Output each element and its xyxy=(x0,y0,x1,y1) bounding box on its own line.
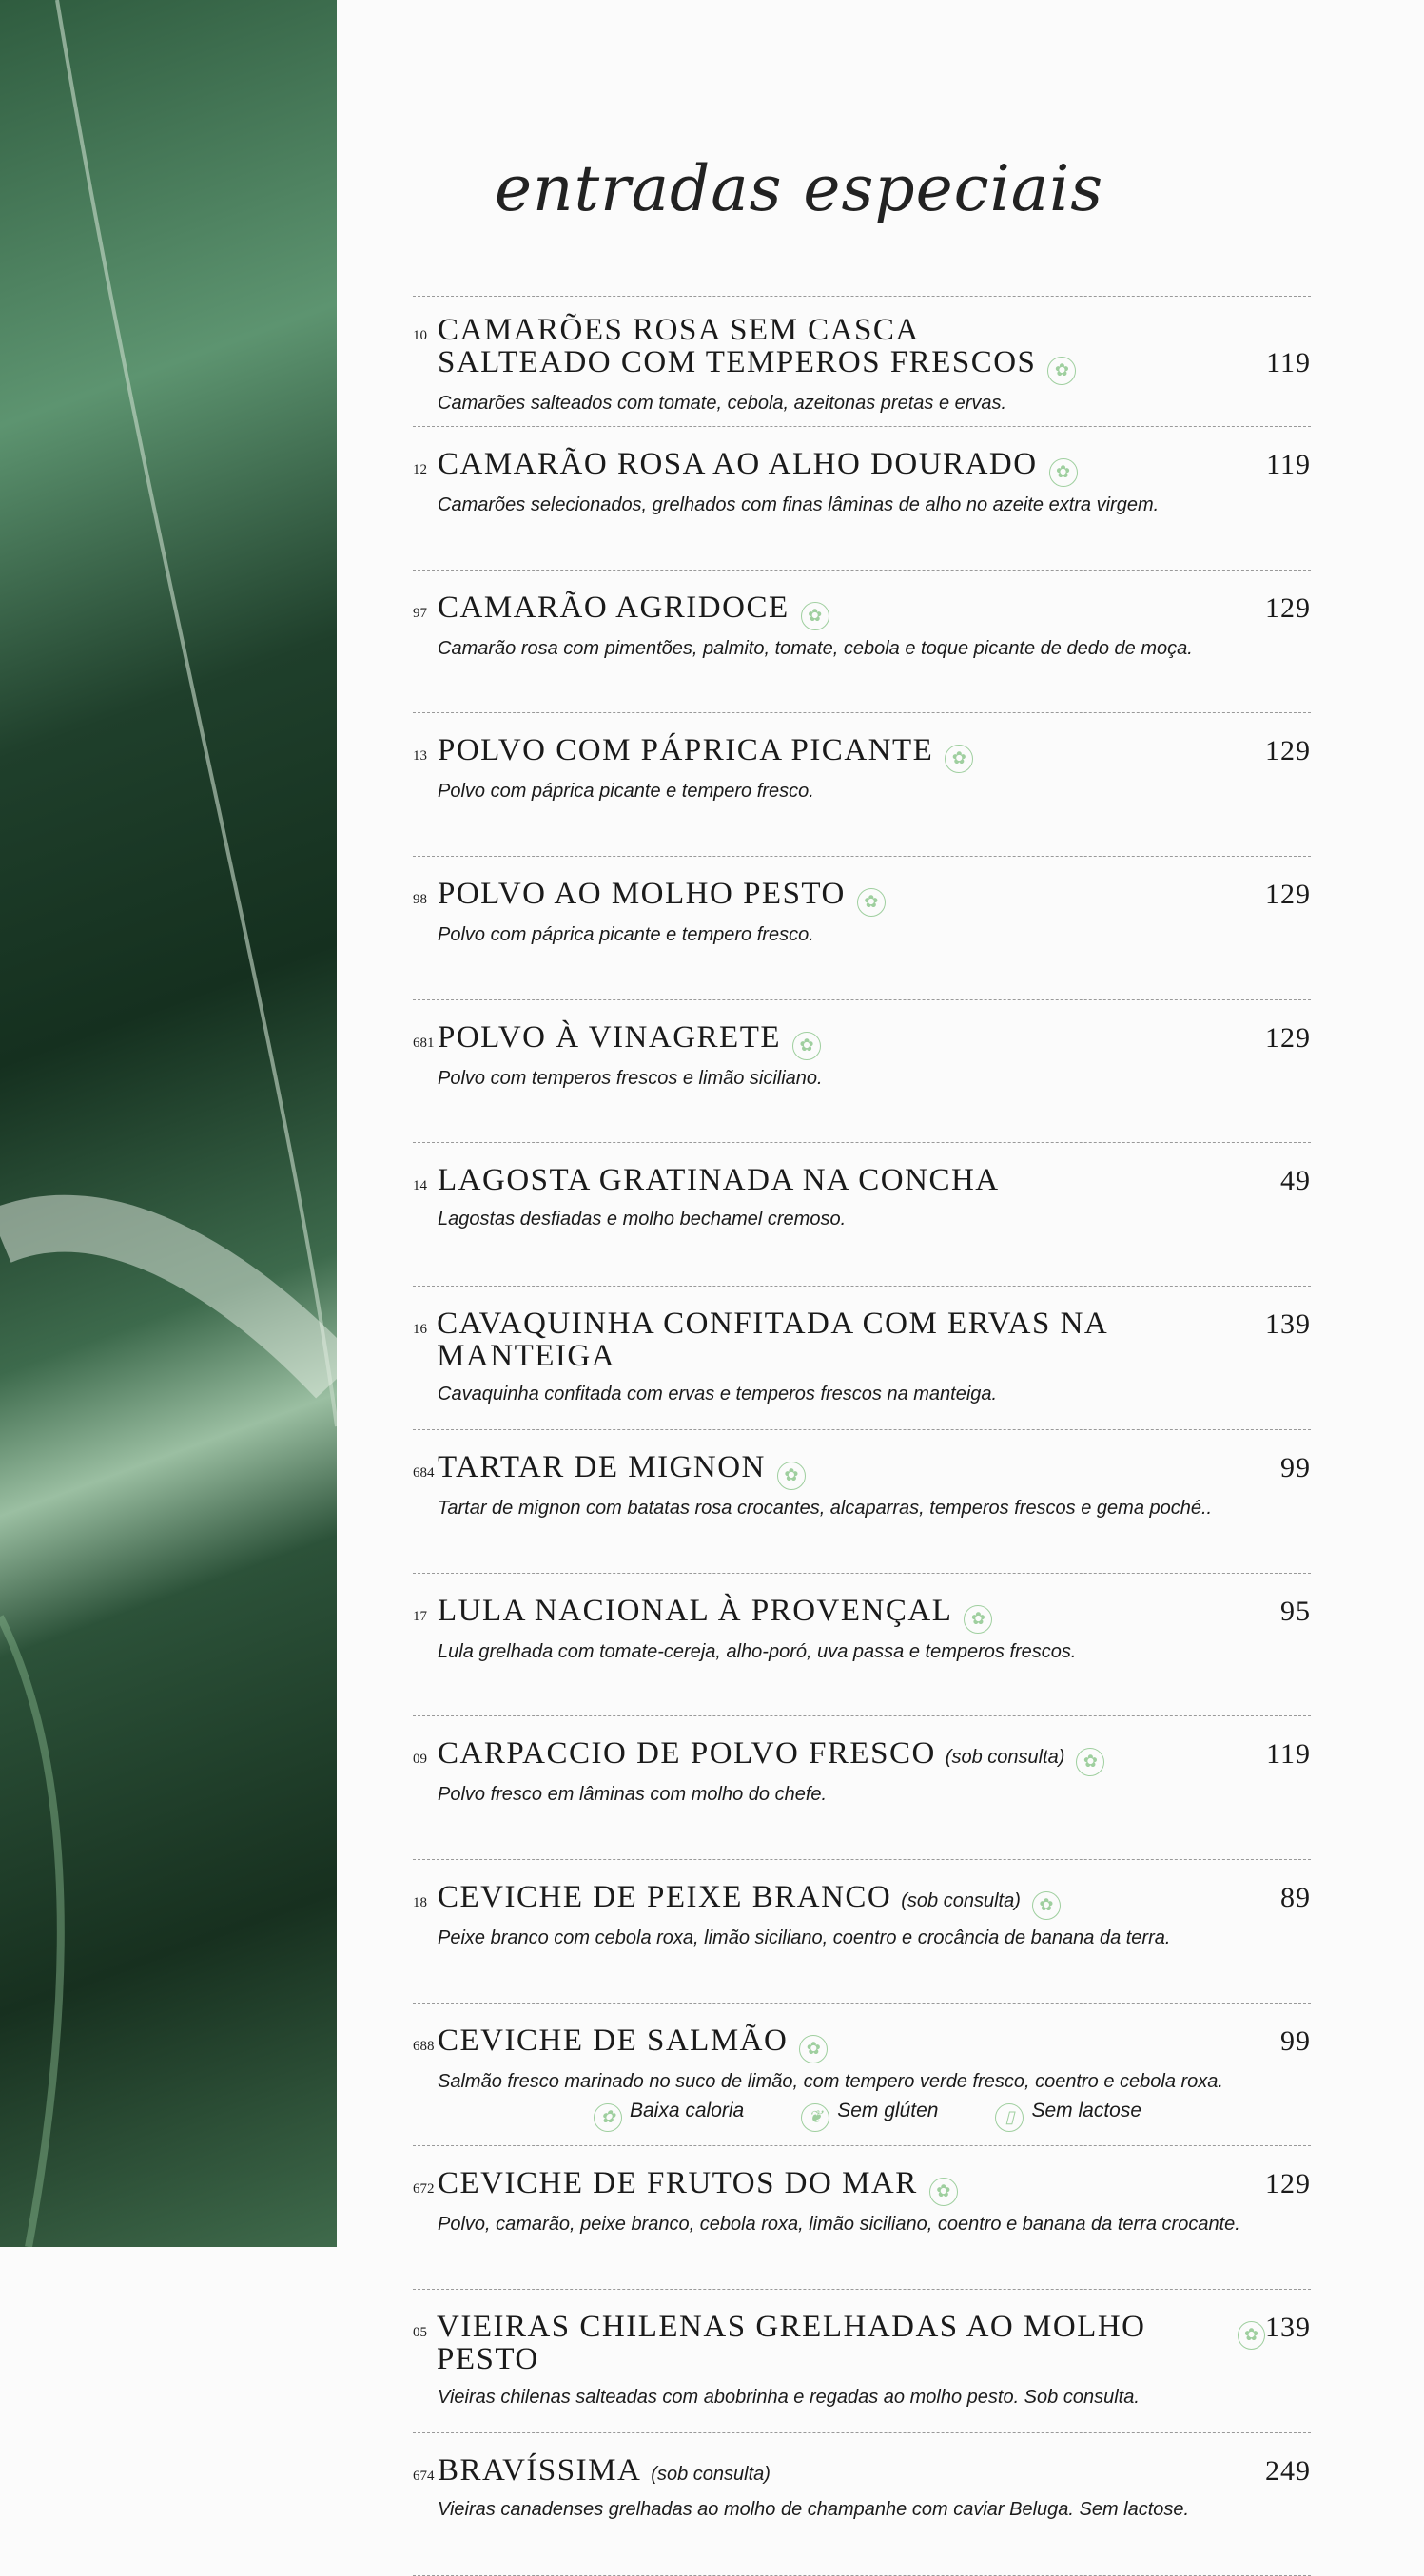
item-description: Camarões salteados com tomate, cebola, azeitonas pretas e ervas. xyxy=(438,393,1007,414)
item-number: 16 xyxy=(413,1322,427,1338)
item-description: Camarões selecionados, grelhados com finas lâminas de alho no azeite extra virgem. xyxy=(438,494,1160,515)
item-number: 688 xyxy=(413,2038,435,2054)
item-price: 119 xyxy=(1266,1738,1311,1771)
item-number: 14 xyxy=(413,1178,427,1194)
item-description: Salmão fresco marinado no suco de limão, com tempero verde fresco, coentro e cebola roxa. xyxy=(438,2070,1223,2092)
item-price: 129 xyxy=(1265,2168,1311,2200)
item-note: (sob consulta) xyxy=(651,2463,771,2485)
low-calorie-icon: ✿ xyxy=(801,602,829,630)
menu-item xyxy=(413,857,1311,1000)
item-number: 10 xyxy=(413,328,427,343)
item-number: 98 xyxy=(413,892,427,908)
item-description: Vieiras chilenas salteadas com abobrinha e regadas ao molho pesto. Sob consulta. xyxy=(438,2386,1140,2408)
item-name: LAGOSTA GRATINADA NA CONCHA xyxy=(438,1163,1000,1198)
item-name: CAVAQUINHA CONFITADA COM ERVAS NA MANTEIGA xyxy=(437,1307,1107,1374)
item-price: 129 xyxy=(1265,591,1311,624)
menu-item xyxy=(413,427,1311,571)
item-description: Peixe branco com cebola roxa, limão siciliano, coentro e crocância de banana da terra. xyxy=(438,1927,1171,1948)
item-number: 674 xyxy=(413,2468,435,2484)
item-note: (sob consulta) xyxy=(901,1889,1021,1911)
item-price: 99 xyxy=(1280,2024,1311,2057)
lactose-free-icon: ▯ xyxy=(995,2103,1024,2132)
item-name: CEVICHE DE SALMÃO xyxy=(438,2023,789,2058)
menu-list xyxy=(413,296,1311,2576)
low-calorie-icon: ✿ xyxy=(777,1462,806,1490)
item-name: TARTAR DE MIGNON xyxy=(438,1449,766,1484)
item-number: 05 xyxy=(413,2324,427,2340)
item-price: 49 xyxy=(1280,1165,1311,1197)
item-description: Camarão rosa com pimentões, palmito, tomate, cebola e toque picante de dedo de moça. xyxy=(438,637,1193,659)
low-calorie-icon: ✿ xyxy=(964,1605,992,1634)
item-note: (sob consulta) xyxy=(945,1747,1065,1769)
page-title: entradas especiais xyxy=(495,152,1104,225)
menu-item xyxy=(413,713,1311,857)
low-calorie-icon: ✿ xyxy=(792,1032,821,1060)
item-name: CEVICHE DE FRUTOS DO MAR xyxy=(438,2166,918,2201)
item-description: Polvo com páprica picante e tempero fresco. xyxy=(438,924,814,946)
menu-item xyxy=(413,2146,1311,2290)
low-calorie-icon: ✿ xyxy=(929,2178,958,2206)
leaf-veins xyxy=(0,0,337,2247)
item-name: VIEIRAS CHILENAS GRELHADAS AO MOLHO PESTO xyxy=(437,2309,1146,2376)
low-calorie-icon: ✿ xyxy=(594,2103,622,2132)
item-description: Cavaquinha confitada com ervas e temperos frescos na manteiga. xyxy=(438,1384,998,1405)
item-description: Lagostas desfiadas e molho bechamel cremoso. xyxy=(438,1209,847,1230)
item-description: Polvo com páprica picante e tempero fresco. xyxy=(438,781,814,803)
item-price: 119 xyxy=(1266,449,1311,480)
item-name: CEVICHE DE PEIXE BRANCO xyxy=(438,1879,892,1914)
item-price: 139 xyxy=(1265,1308,1311,1341)
menu-item xyxy=(413,1716,1311,1860)
menu-item xyxy=(413,571,1311,714)
menu-item xyxy=(413,297,1311,427)
item-description: Tartar de mignon com batatas rosa crocantes, alcaparras, temperos frescos e gema poché.. xyxy=(438,1497,1213,1519)
menu-item xyxy=(413,2290,1311,2433)
item-price: 95 xyxy=(1280,1595,1311,1627)
item-number: 17 xyxy=(413,1608,427,1624)
item-number: 12 xyxy=(413,462,427,477)
item-name: BRAVÍSSIMA xyxy=(438,2452,642,2488)
item-number: 672 xyxy=(413,2181,435,2198)
item-name-line2: SALTEADO COM TEMPEROS FRESCOS xyxy=(438,345,1037,379)
item-price: 99 xyxy=(1280,1451,1311,1483)
menu-item xyxy=(413,1574,1311,1717)
item-price: 139 xyxy=(1265,2311,1311,2343)
item-name: POLVO COM PÁPRICA PICANTE xyxy=(438,733,934,768)
item-price: 89 xyxy=(1280,1881,1311,1913)
menu-item xyxy=(413,1430,1311,1574)
item-price: 119 xyxy=(1266,347,1311,378)
low-calorie-icon: ✿ xyxy=(945,745,973,773)
legend-label: Baixa caloria xyxy=(630,2100,745,2121)
legend-item xyxy=(801,2098,938,2126)
item-name: POLVO AO MOLHO PESTO xyxy=(438,877,846,912)
item-number: 681 xyxy=(413,1035,435,1051)
legend-label: Sem glúten xyxy=(837,2100,939,2121)
gluten-free-icon: ❦ xyxy=(801,2103,829,2132)
item-number: 18 xyxy=(413,1894,427,1910)
item-price: 129 xyxy=(1265,735,1311,767)
item-name: CARPACCIO DE POLVO FRESCO xyxy=(438,1736,936,1772)
menu-item xyxy=(413,1143,1311,1287)
low-calorie-icon: ✿ xyxy=(1076,1748,1104,1776)
legend xyxy=(594,2098,1141,2126)
item-price: 129 xyxy=(1265,879,1311,911)
item-name: LULA NACIONAL À PROVENÇAL xyxy=(438,1593,953,1628)
item-name: CAMARÃO AGRIDOCE xyxy=(438,590,790,625)
low-calorie-icon: ✿ xyxy=(1049,458,1078,487)
item-name: CAMARÃO ROSA AO ALHO DOURADO xyxy=(438,447,1038,481)
legend-item xyxy=(594,2098,744,2126)
item-name: POLVO À VINAGRETE xyxy=(438,1019,782,1055)
low-calorie-icon: ✿ xyxy=(799,2035,828,2063)
menu-item xyxy=(413,1287,1311,1430)
low-calorie-icon: ✿ xyxy=(1047,357,1076,385)
item-number: 97 xyxy=(413,605,427,621)
legend-item xyxy=(995,2098,1141,2126)
menu-item xyxy=(413,1860,1311,2004)
low-calorie-icon: ✿ xyxy=(857,888,886,917)
low-calorie-icon: ✿ xyxy=(1238,2321,1265,2350)
item-description: Polvo com temperos frescos e limão siciliano. xyxy=(438,1067,823,1089)
menu-item xyxy=(413,1000,1311,1144)
item-description: Lula grelhada com tomate-cereja, alho-poró, uva passa e temperos frescos. xyxy=(438,1640,1077,1662)
item-number: 13 xyxy=(413,748,427,765)
item-name: CAMARÕES ROSA SEM CASCA xyxy=(438,313,920,347)
item-number: 09 xyxy=(413,1752,427,1768)
item-price: 129 xyxy=(1265,1021,1311,1054)
item-description: Polvo, camarão, peixe branco, cebola roxa, limão siciliano, coentro e banana da terra crocante. xyxy=(438,2214,1240,2236)
low-calorie-icon: ✿ xyxy=(1032,1891,1061,1920)
legend-label: Sem lactose xyxy=(1031,2100,1142,2121)
item-price: 249 xyxy=(1265,2454,1311,2487)
leaf-photo xyxy=(0,0,337,2247)
item-description: Polvo fresco em lâminas com molho do chefe. xyxy=(438,1784,828,1806)
item-description: Vieiras canadenses grelhadas ao molho de champanhe com caviar Beluga. Sem lactose. xyxy=(438,2498,1190,2520)
menu-item xyxy=(413,2433,1311,2576)
item-number: 684 xyxy=(413,1464,435,1481)
